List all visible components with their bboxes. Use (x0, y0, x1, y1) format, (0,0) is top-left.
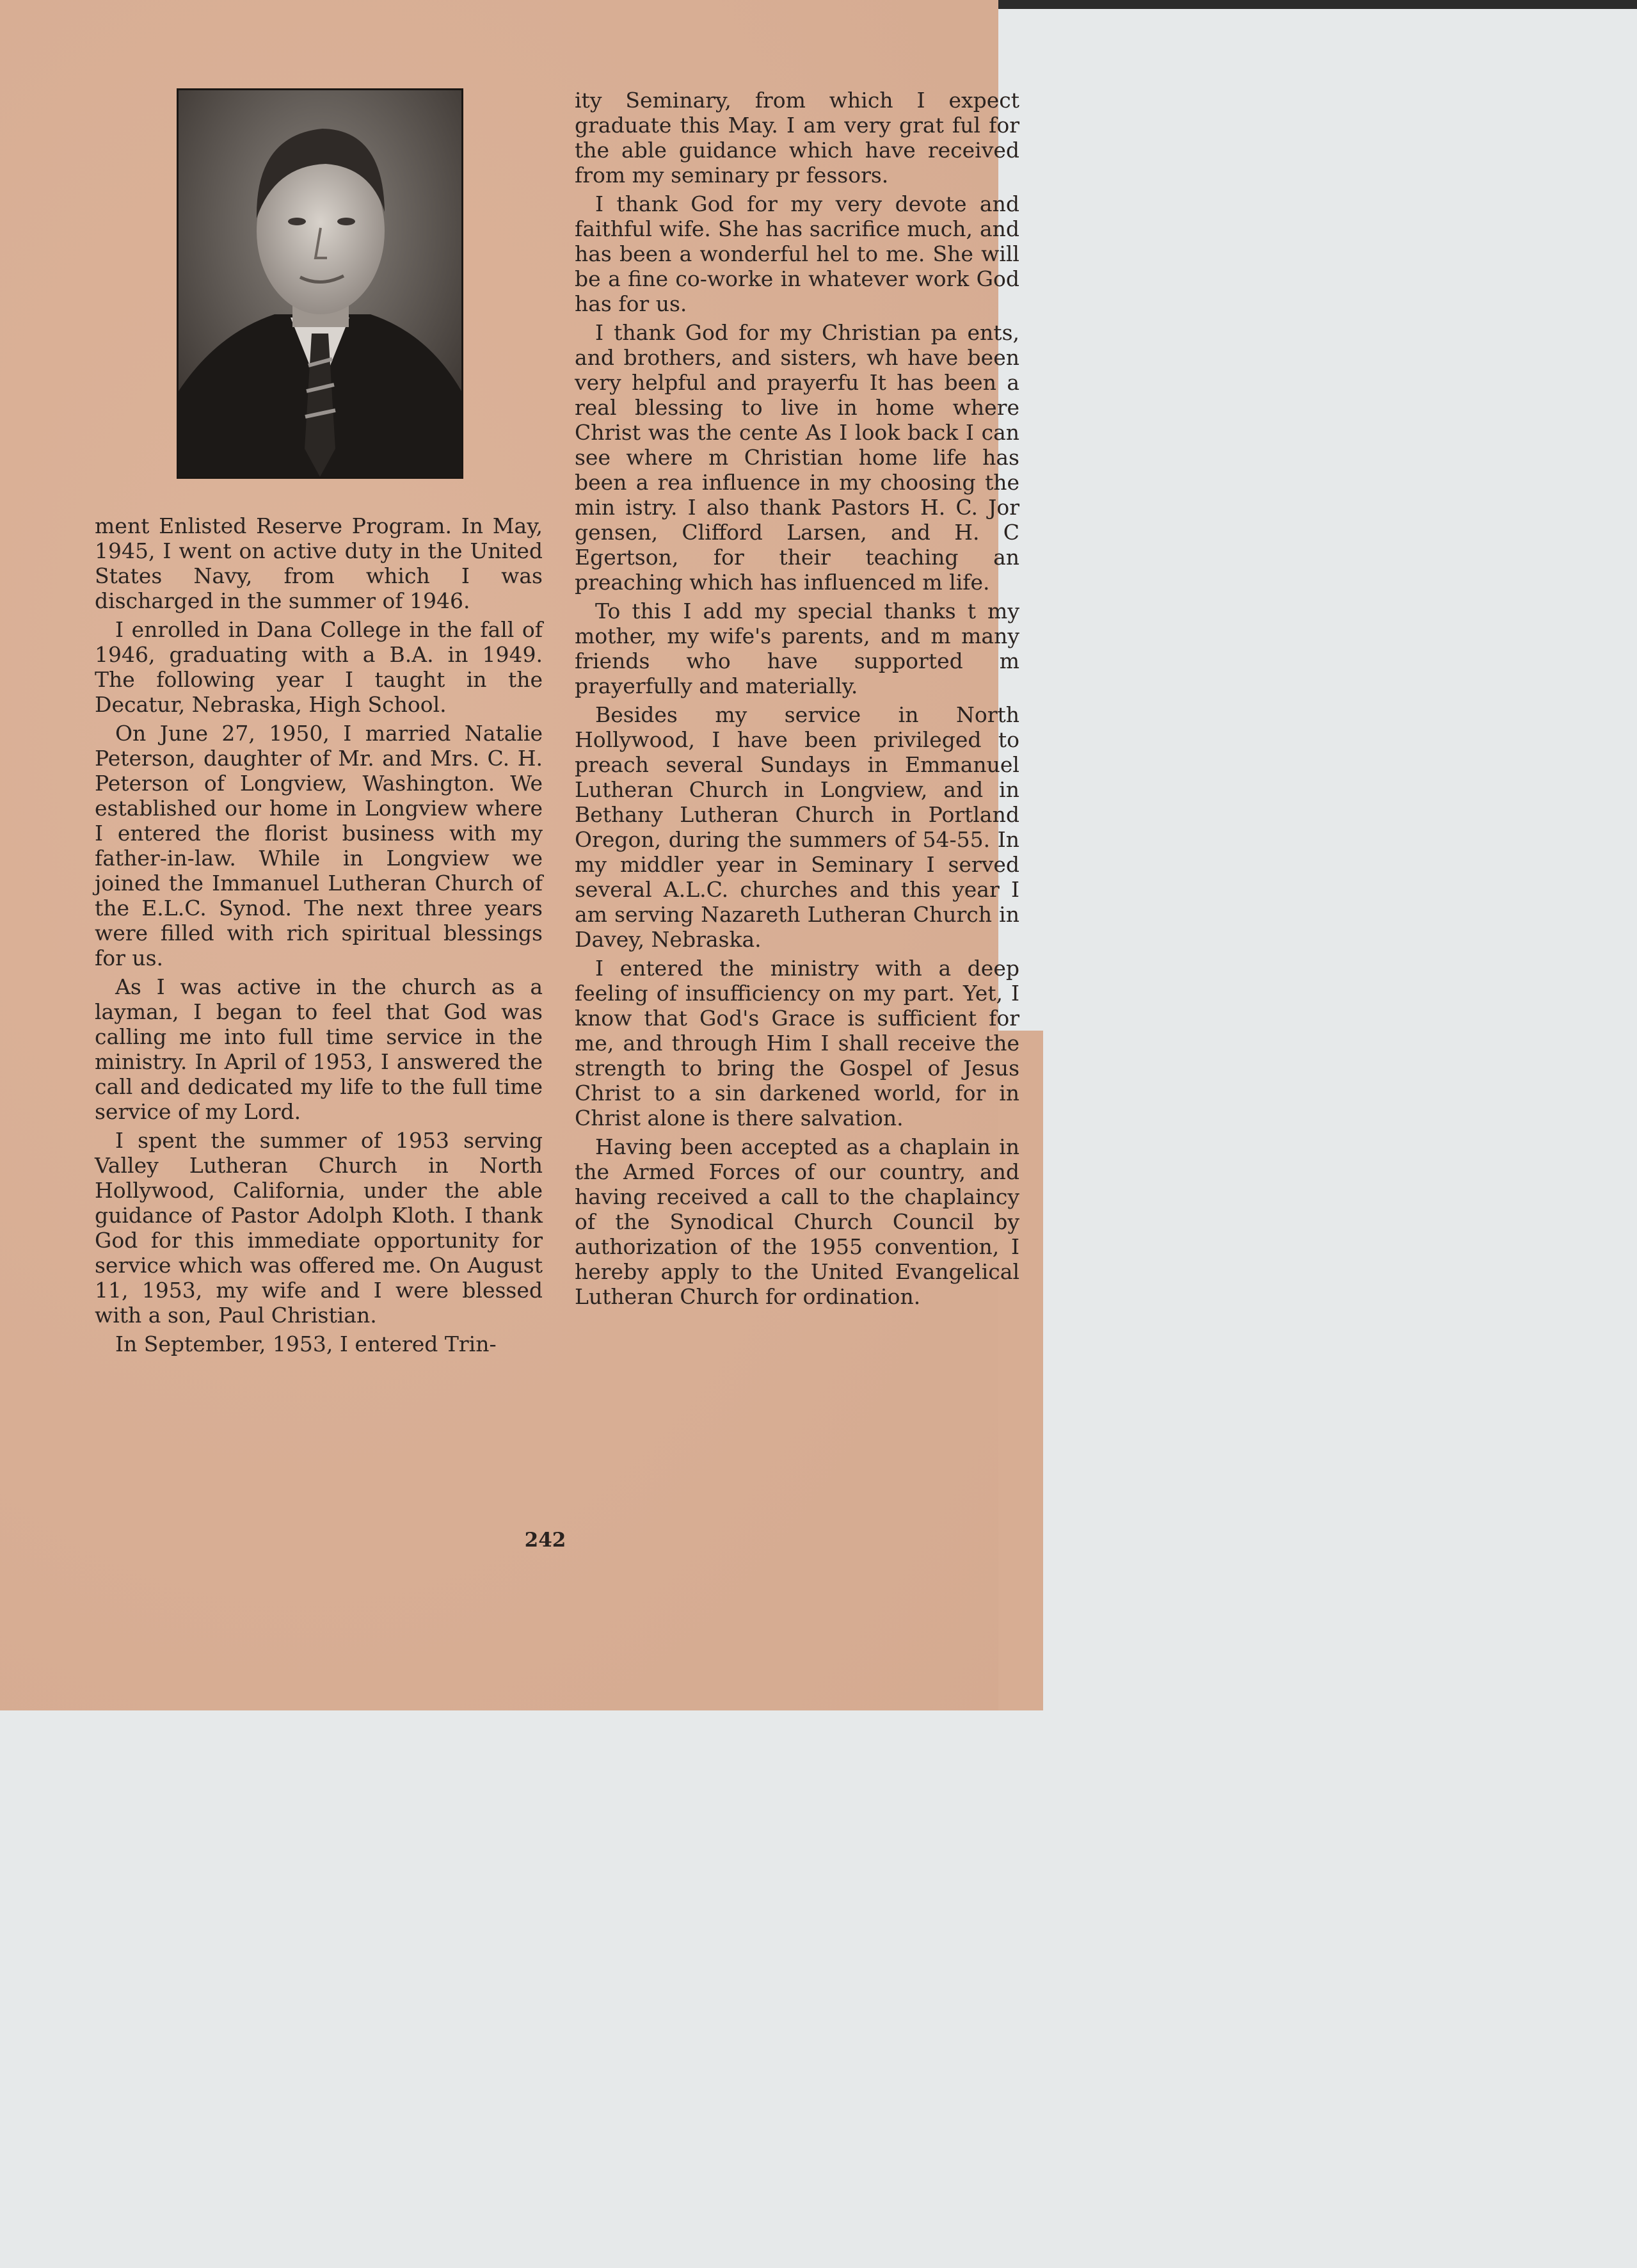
paragraph: I entered the ministry with a deep feeling of insufficiency on my part. Yet, I know that God's Grace is sufficient for me, and through Him I shall receive the strength to bring the Gospel of Jesus Christ to a sin darkened world, for in Christ alone is there salvation. (575, 956, 1019, 1130)
paragraph: Having been accepted as a chaplain in the Armed Forces of our country, and having received a call to the chaplaincy of the Synodical Church Council by authorization of the 1955 convention, I hereby apply to the United Evangelical Lutheran Church for ordination. (575, 1134, 1019, 1309)
paragraph: In September, 1953, I entered Trin- (115, 1331, 497, 1356)
paragraph: I spent the summer of 1953 serving Valley Lutheran Church in North Hollywood, California, under the able guidance of Pastor Adolph Kloth. I thank God for this immediate opportunity for service which was offered me. On August 11, 1953, my wife and I were blessed with a son, Paul Christian. (95, 1128, 543, 1328)
right-text-column (575, 88, 1019, 1313)
paragraph: ment Enlisted Reserve Program. In May, 1945, I went on active duty in the United States Navy, from which I was discharged in the summer of 1946. (95, 513, 543, 613)
paragraph: To this I add my special thanks t my mother, my wife's parents, and m many friends who have supported m prayerfully and materially. (575, 599, 1019, 698)
page-number: 242 (524, 1529, 566, 1552)
left-text-column (95, 513, 543, 1360)
paragraph: On June 27, 1950, I married Natalie Peterson, daughter of Mr. and Mrs. C. H. Peterson of Longview, Washington. We established our home in Longview where I entered the florist business with my father-in-law. While in Longview we joined the Immanuel Lutheran Church of the E.L.C. Synod. The next three years were filled with rich spiritual blessings for us. (95, 721, 543, 970)
paragraph: Besides my service in North Hollywood, I have been privileged to preach several Sundays in Emmanuel Lutheran Church in Longview, and in Bethany Lutheran Church in Portland Oregon, during the summers of 54-55. In my middler year in Seminary I served several A.L.C. churches and this year I am serving Nazareth Lutheran Church in Davey, Nebraska. (575, 702, 1019, 952)
paragraph: I enrolled in Dana College in the fall of 1946, graduating with a B.A. in 1949. The following year I taught in the Decatur, Nebraska, High School. (95, 617, 543, 717)
paragraph: As I was active in the church as a layman, I began to feel that God was calling me into full time service in the ministry. In April of 1953, I answered the call and dedicated my life to the full time service of my Lord. (95, 974, 543, 1124)
portrait-photo (177, 88, 463, 479)
scanner-edge (998, 0, 1637, 9)
portrait-man-image (179, 90, 461, 477)
paragraph: I thank God for my Christian pa ents, and brothers, and sisters, wh have been very helpful and prayerfu It has been a real blessing to live in home where Christ was the cente As I look back I can see where m Christian home life has been a rea influence in my choosing the min istry. I also thank Pastors H. C. Jor gensen, Clifford Larsen, and H. C Egertson, for their teaching an preaching which has influenced m life. (575, 320, 1019, 595)
paragraph: ity Seminary, from which I expect graduate this May. I am very grat ful for the able guidance which have received from my seminary pr fessors. (575, 88, 1019, 188)
paragraph: I thank God for my very devote and faithful wife. She has sacrifice much, and has been a wonderful hel to me. She will be a fine co-worke in whatever work God has for us. (575, 191, 1019, 316)
